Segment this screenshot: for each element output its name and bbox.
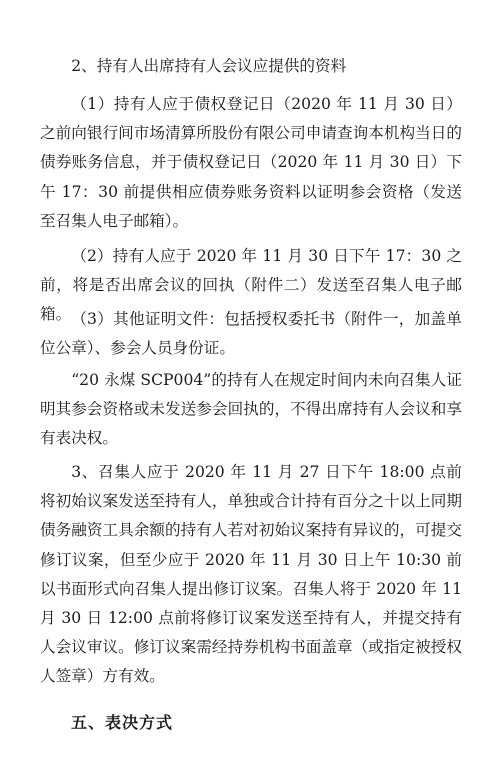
- section-2-note: “20 永煤 SCP004”的持有人在规定时间内未向召集人证明其参会资格或未发送参会回执的，不得出席持有人会议和享有表决权。: [40, 371, 462, 448]
- section-2-item-2: （2）持有人应于 2020 年 11 月 30 日下午 17：30 之前，将是否出席会议的回执（附件二）发送至召集人电子邮箱。: [40, 247, 462, 324]
- section-2-item-1: （1）持有人应于债权登记日（2020 年 11 月 30 日）之前向银行间市场清算所股份有限公司申请查询本机构当日的债券账务信息，并于债权登记日（2020 年 11 月 30 日）下午 17：30 前提供相应债券账务资料以证明参会资格（发送至召集人电子邮箱）。: [40, 95, 462, 230]
- section-2-title: 2、持有人出席持有人会议应提供的资料: [71, 57, 347, 75]
- section-3-paragraph: 3、召集人应于 2020 年 11 月 27 日下午 18:00 点前将初始议案发送至持有人，单独或合计持有百分之十以上同期债务融资工具余额的持有人若对初始议案持有异议的，可提交修订议案，但至少应于 2020 年 11 月 30 日上午 10:30 前以书面形式向召集人提出修订议案。召集人将于 2020 年 11 月 30 日 12:00 点前将修订议案发送至持有人，并提交持有人会议审议。修订议案需经持券机构书面盖章（或指定被授权人签章）方有效。: [40, 463, 462, 686]
- section-5-heading: 五、表决方式: [71, 713, 174, 732]
- section-2-item-3: （3）其他证明文件：包括授权委托书（附件一，加盖单位公章）、参会人员身份证。: [40, 310, 462, 358]
